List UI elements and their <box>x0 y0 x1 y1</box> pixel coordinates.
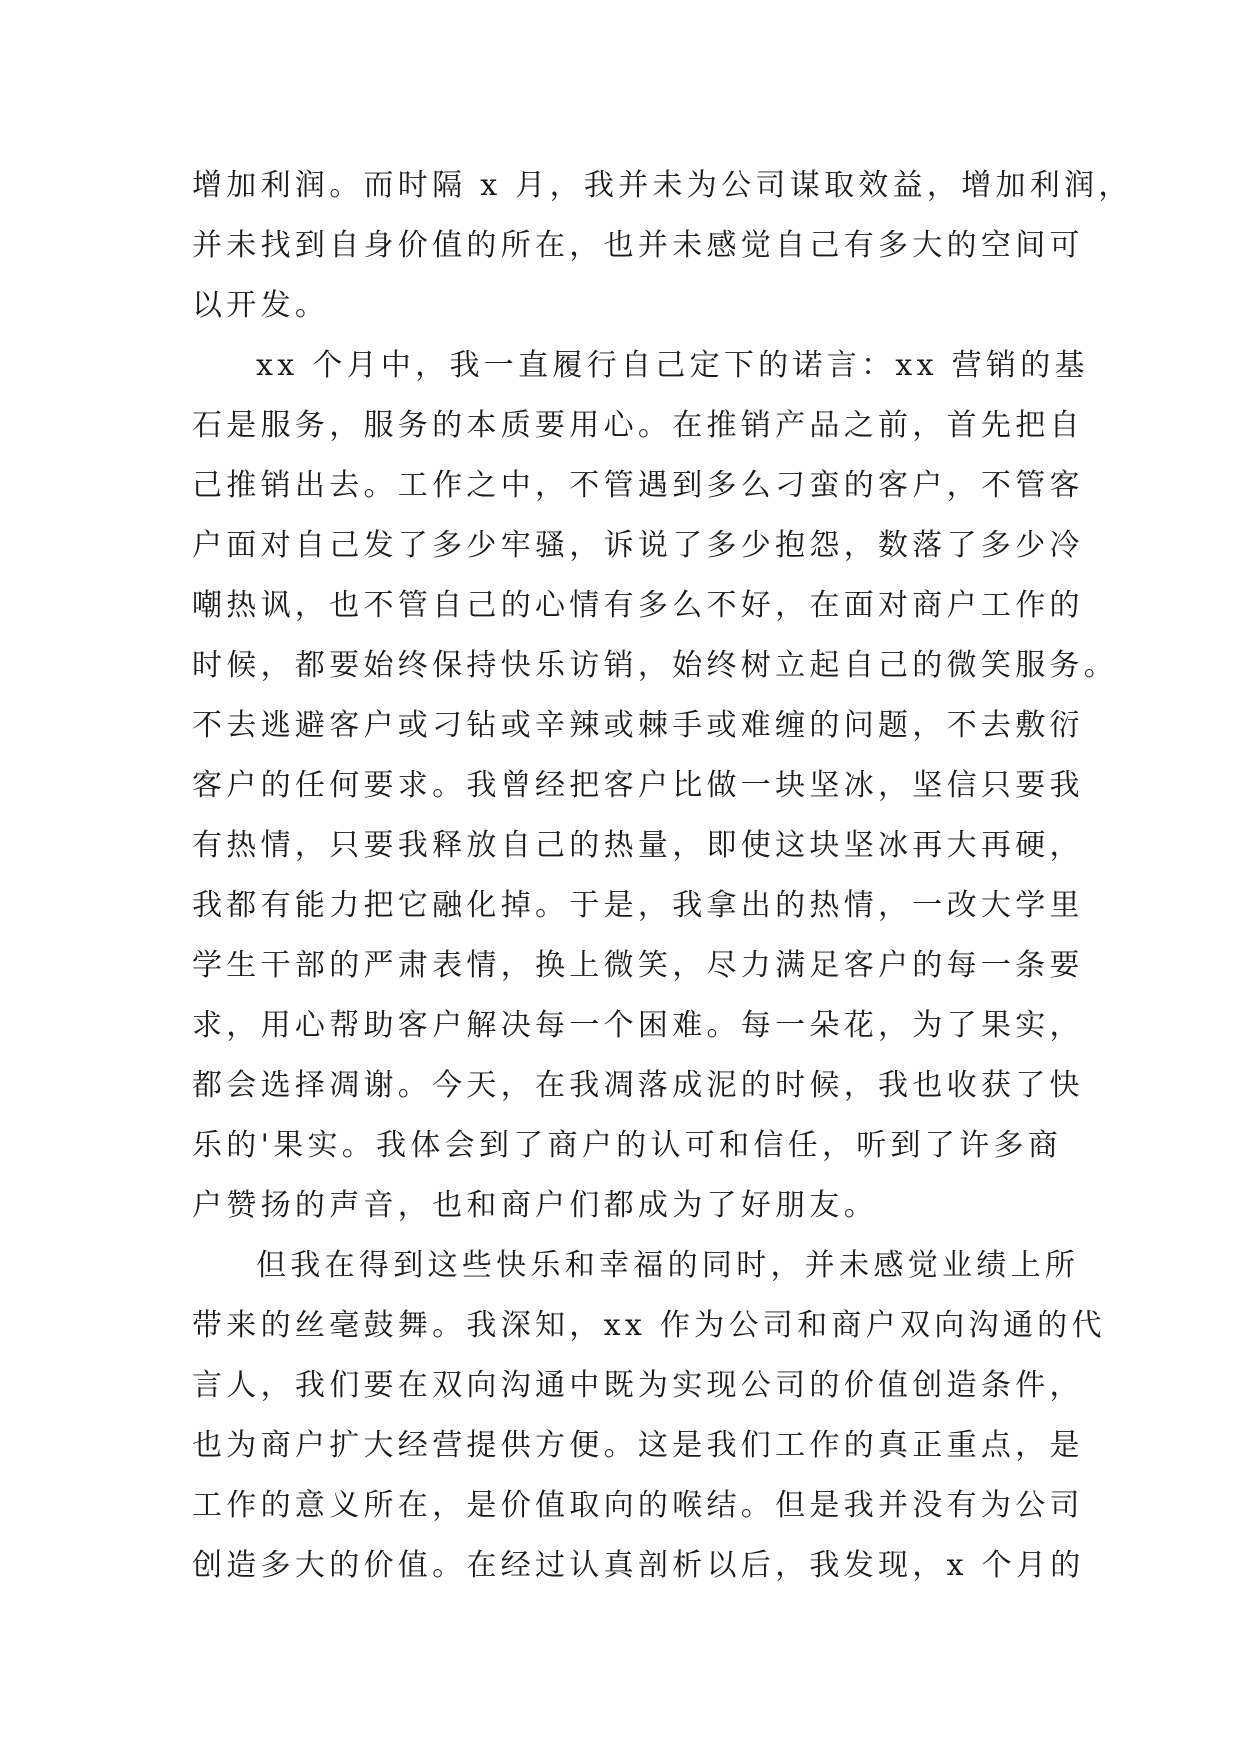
paragraph-first-line: xx 个月中，我一直履行自己定下的诺言：xx 营销的基 <box>256 348 1089 383</box>
text-line: 我都有能力把它融化掉。于是，我拿出的热情，一改大学里 <box>192 888 1084 923</box>
paragraph-first-line: 但我在得到这些快乐和幸福的同时，并未感觉业绩上所 <box>256 1248 1080 1283</box>
text-line: 都会选择凋谢。今天，在我凋落成泥的时候，我也收获了快 <box>192 1068 1084 1103</box>
text-line: 户赞扬的声音，也和商户们都成为了好朋友。 <box>192 1188 878 1223</box>
text-line: 乐的'果实。我体会到了商户的认可和信任，听到了许多商 <box>192 1128 1063 1163</box>
text-line: 时候，都要始终保持快乐访销，始终树立起自己的微笑服务。 <box>192 648 1119 683</box>
text-line: 嘲热讽，也不管自己的心情有多么不好，在面对商户工作的 <box>192 588 1084 623</box>
text-line: 并未找到自身价值的所在，也并未感觉自己有多大的空间可 <box>192 228 1084 263</box>
document-body <box>192 156 1133 1596</box>
text-line: 有热情，只要我释放自己的热量，即使这块坚冰再大再硬， <box>192 828 1084 863</box>
text-line: 求，用心帮助客户解决每一个困难。每一朵花，为了果实， <box>192 1008 1084 1043</box>
text-line: 客户的任何要求。我曾经把客户比做一块坚冰，坚信只要我 <box>192 768 1084 803</box>
text-line: 带来的丝毫鼓舞。我深知，xx 作为公司和商户双向沟通的代 <box>192 1308 1106 1343</box>
text-line: 己推销出去。工作之中，不管遇到多么刁蛮的客户，不管客 <box>192 468 1084 503</box>
text-line: 户面对自己发了多少牢骚，诉说了多少抱怨，数落了多少冷 <box>192 528 1084 563</box>
text-line: 增加利润。而时隔 x 月，我并未为公司谋取效益，增加利润， <box>192 168 1133 203</box>
text-line: 也为商户扩大经营提供方便。这是我们工作的真正重点，是 <box>192 1428 1084 1463</box>
text-line: 不去逃避客户或刁钻或辛辣或棘手或难缠的问题，不去敷衍 <box>192 708 1084 743</box>
text-line: 创造多大的价值。在经过认真剖析以后，我发现，x 个月的 <box>192 1548 1085 1583</box>
text-line: 言人，我们要在双向沟通中既为实现公司的价值创造条件， <box>192 1368 1084 1403</box>
text-line: 以开发。 <box>192 288 330 323</box>
text-line: 工作的意义所在，是价值取向的喉结。但是我并没有为公司 <box>192 1488 1084 1523</box>
text-line: 石是服务，服务的本质要用心。在推销产品之前，首先把自 <box>192 408 1084 443</box>
text-line: 学生干部的严肃表情，换上微笑，尽力满足客户的每一条要 <box>192 948 1084 983</box>
